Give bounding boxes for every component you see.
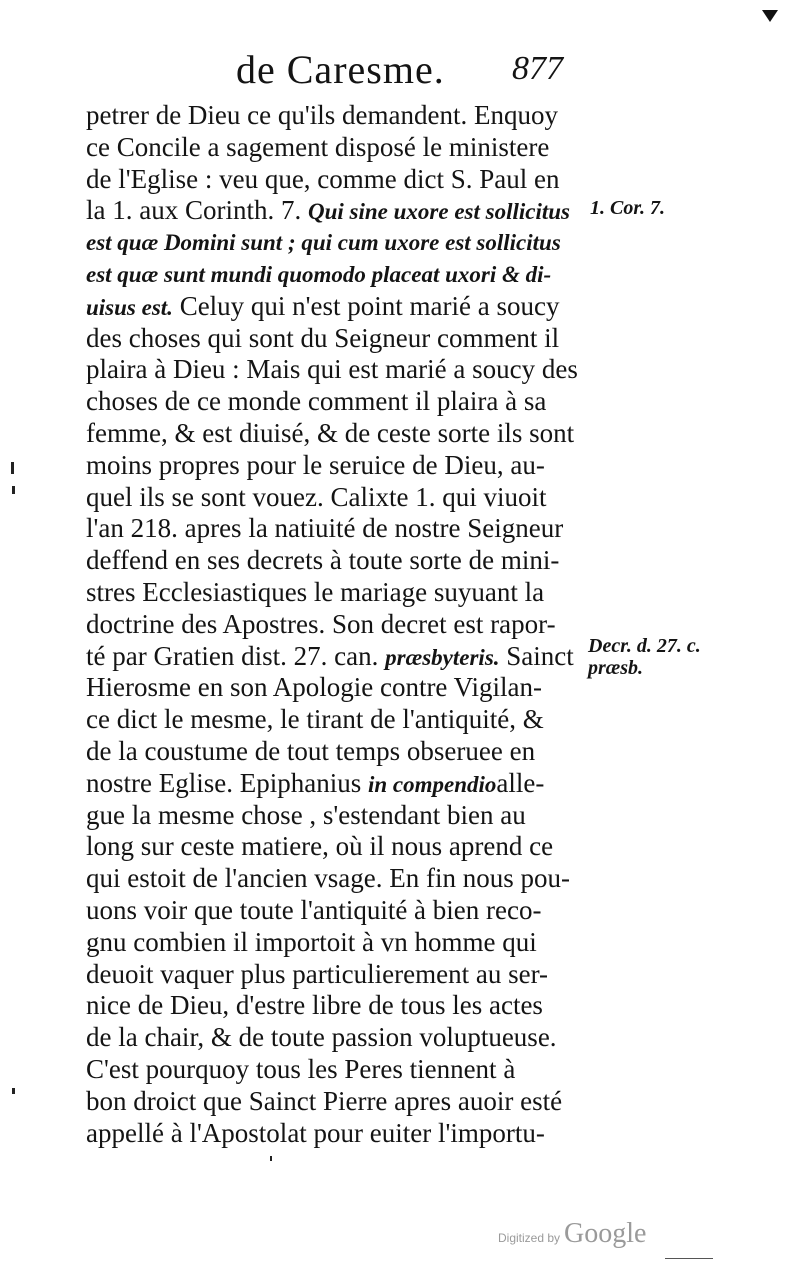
text-line: quel ils se sont vouez. Calixte 1. qui viuoit — [86, 481, 547, 512]
text-line: deuoit vaquer plus particulierement au ser- — [86, 958, 549, 989]
text-line: C'est pourquoy tous les Peres tiennent à — [86, 1053, 516, 1084]
google-logo: Google — [564, 1218, 647, 1249]
latin-quote: Qui sine uxore est sollicitus — [307, 199, 570, 225]
latin-quote: præsbyteris. — [385, 644, 500, 670]
text-line: gnu combien il importoit à vn homme qui — [86, 926, 537, 957]
latin-quote: in compendio — [367, 771, 497, 797]
text-line: plaira à Dieu : Mais qui est marié a soucy des — [86, 354, 578, 385]
latin-line: est quæ Domini sunt ; qui cum uxore est sollicitus — [86, 230, 561, 256]
text-line: femme, & est diuisé, & de ceste sorte ils sont — [86, 417, 575, 448]
text-line — [86, 768, 586, 800]
text-line: doctrine des Apostres. Son decret est rapor- — [86, 608, 556, 639]
text-segment: Sainct — [506, 640, 574, 671]
text-line: qui estoit de l'ancien vsage. En fin nous pou- — [86, 863, 571, 894]
text-line: choses de ce monde comment il plaira à sa — [86, 386, 547, 417]
text-line — [86, 195, 586, 227]
text-line — [86, 291, 586, 323]
latin-quote: uisus est. — [86, 294, 173, 320]
text-line: long sur ceste matiere, où il nous aprend ce — [86, 831, 554, 862]
text-line: uons voir que toute l'antiquité à bien reco- — [86, 894, 542, 925]
running-title: de Caresme. — [236, 47, 445, 92]
text-line: petrer de Dieu ce qu'ils demandent. Enquoy — [86, 100, 558, 130]
text-line: stres Ecclesiastiques le mariage suyuant la — [86, 576, 545, 607]
text-segment: té par Gratien dist. 27. can. — [86, 640, 379, 671]
ink-mark — [11, 462, 14, 474]
body-text — [86, 100, 586, 1149]
text-line: nice de Dieu, d'estre libre de tous les actes — [86, 990, 543, 1021]
text-line: bon droict que Sainct Pierre apres auoir esté — [86, 1085, 563, 1116]
ink-mark — [12, 486, 15, 494]
text-line: des choses qui sont du Seigneur comment il — [86, 322, 560, 353]
text-line: moins propres pour le seruice de Dieu, au- — [86, 449, 545, 480]
text-line: l'an 218. apres la natiuité de nostre Seigneur — [86, 513, 564, 544]
margin-note-line: Decr. d. 27. c. — [588, 635, 701, 657]
text-segment: alle- — [496, 767, 545, 798]
text-line: deffend en ses decrets à toute sorte de mini- — [86, 545, 560, 576]
text-line: de la coustume de tout temps obseruee en — [86, 735, 536, 766]
page-number: 877 — [512, 50, 563, 87]
watermark-caption: Digitized by — [498, 1231, 561, 1245]
text-line: Hierosme en son Apologie contre Vigilan- — [86, 672, 543, 703]
text-line: de l'Eglise : veu que, comme dict S. Paul en — [86, 163, 560, 194]
text-line: appellé à l'Apostolat pour euiter l'importu- — [86, 1117, 545, 1148]
margin-note-corinthians: 1. Cor. 7. — [590, 197, 666, 219]
text-line: gue la mesme chose , s'estendant bien au — [86, 799, 526, 830]
digitized-watermark — [498, 1218, 646, 1250]
text-segment: Celuy qui n'est point marié a soucy — [179, 290, 560, 321]
footer-rule — [665, 1258, 713, 1259]
text-line: ce dict le mesme, le tirant de l'antiquité, & — [86, 704, 544, 735]
margin-note-line: præsb. — [588, 657, 644, 679]
ink-mark — [12, 1088, 15, 1094]
corner-mark — [762, 10, 778, 22]
margin-note-decretum — [588, 635, 701, 679]
latin-line: est quæ sunt mundi quomodo placeat uxori & di- — [86, 261, 552, 287]
text-segment: la 1. aux Corinth. 7. — [86, 195, 302, 226]
text-segment: nostre Eglise. Epiphanius — [86, 767, 362, 798]
text-line — [86, 641, 586, 673]
text-line: ce Concile a sagement disposé le ministere — [86, 131, 550, 162]
text-line: de la chair, & de toute passion voluptueuse. — [86, 1022, 557, 1053]
ink-mark — [270, 1156, 272, 1161]
